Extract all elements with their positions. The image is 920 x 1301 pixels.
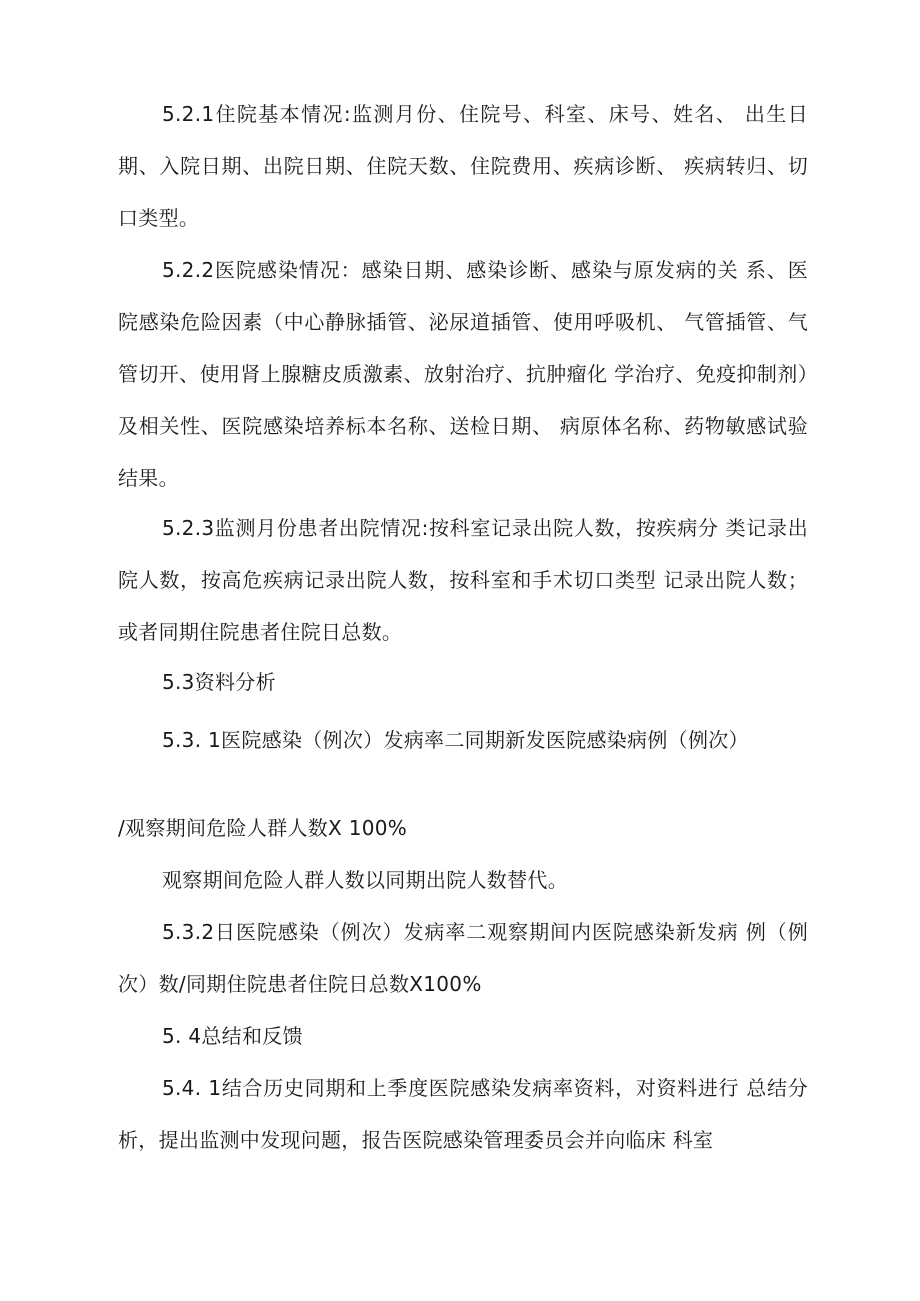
paragraph-5-3-1-continued: /观察期间危险人群人数X 100% [118,816,408,840]
paragraph-substitution-note: 观察期间危险人群人数以同期出院人数替代。 [162,868,568,892]
paragraph-5-3-2: 5.3.2日医院感染（例次）发病率二观察期间内医院感染新发病 例（例次）数/同期住院患者住院日总数X100% [118,920,808,996]
paragraph-5-2-2: 5.2.2医院感染情况：感染日期、感染诊断、感染与原发病的关 系、医院感染危险因素（中心静脉插管、泌尿道插管、使用呼吸机、 气管插管、气管切开、使用肾上腺糖皮质激素、放射治疗、抗肿瘤化 学治疗、免疫抑制剂）及相关性、医院感染培养标本名称、送检日期、 病原体名称、药物敏感试验结果。 [118,258,808,490]
heading-5-4: 5. 4总结和反馈 [162,1024,303,1048]
paragraph-5-4-1: 5.4. 1结合历史同期和上季度医院感染发病率资料，对资料进行 总结分析，提出监测中发现问题，报告医院感染管理委员会并向临床 科室 [118,1076,808,1152]
heading-5-3: 5.3资料分析 [162,670,276,694]
paragraph-5-3-1: 5.3. 1医院感染（例次）发病率二同期新发医院感染病例（例次） [162,728,749,752]
paragraph-5-2-1: 5.2.1住院基本情况:监测月份、住院号、科室、床号、姓名、 出生日期、入院日期、出院日期、住院天数、住院费用、疾病诊断、 疾病转归、切口类型。 [118,102,808,230]
paragraph-5-2-3: 5.2.3监测月份患者出院情况:按科室记录出院人数，按疾病分 类记录出院人数，按高危疾病记录出院人数，按科室和手术切口类型 记录出院人数；或者同期住院患者住院日总数。 [118,516,808,644]
